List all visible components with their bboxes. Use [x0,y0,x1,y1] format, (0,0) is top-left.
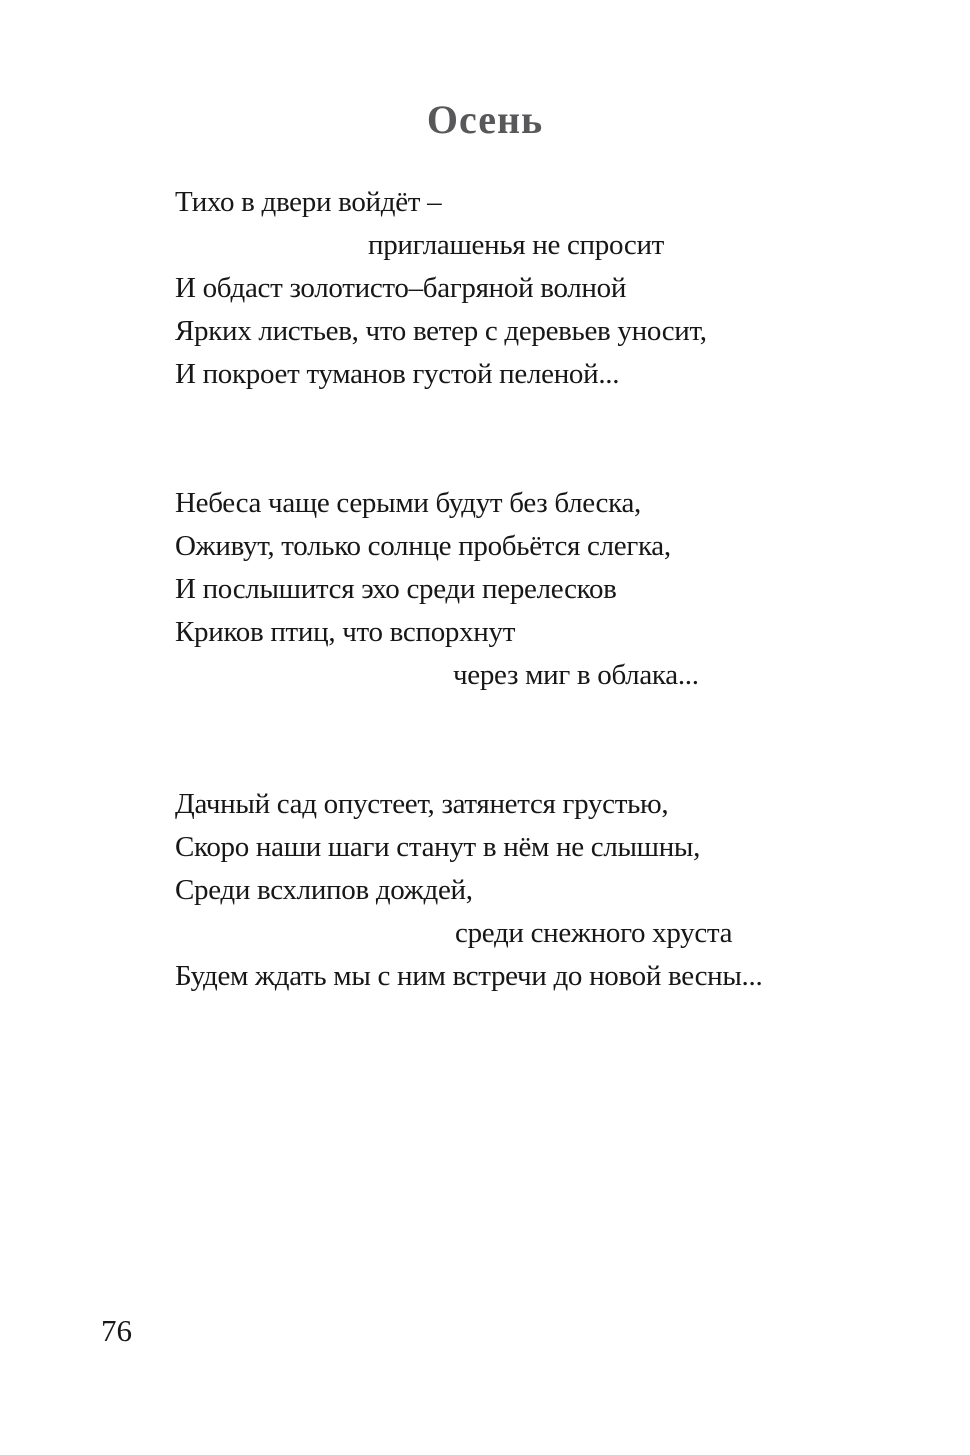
poem-line: Дачный сад опустеет, затянется грустью, [175,788,669,820]
stanza-2 [175,482,895,697]
poem-line: Небеса чаще серыми будут без блеска, [175,487,641,519]
poem-line: Оживут, только солнце пробьётся слегка, [175,530,671,562]
poem-line: среди снежного хруста [455,917,733,949]
poem-line: И обдаст золотисто–багряной волной [175,272,627,304]
poem-line: Скоро наши шаги станут в нём не слышны, [175,831,701,863]
poem-line: Будем ждать мы с ним встречи до новой весны... [175,960,763,992]
poem-line: через миг в облака... [453,659,699,691]
stanza-1 [175,181,895,396]
poem-line: И послышится эхо среди перелесков [175,573,617,605]
poem-title: Осень [426,97,544,142]
poem-line: Среди всхлипов дождей, [175,874,473,906]
poem-line: приглашенья не спросит [368,229,665,261]
poem-line: И покроет туманов густой пеленой... [175,358,620,390]
stanza-3 [175,783,895,998]
poem-line: Ярких листьев, что ветер с деревьев уносит, [175,315,707,347]
poem-line: Тихо в двери войдёт – [175,186,442,218]
poem-line: Криков птиц, что вспорхнут [175,616,516,648]
page-number: 76 [101,1313,132,1348]
poem-body [175,181,895,1084]
